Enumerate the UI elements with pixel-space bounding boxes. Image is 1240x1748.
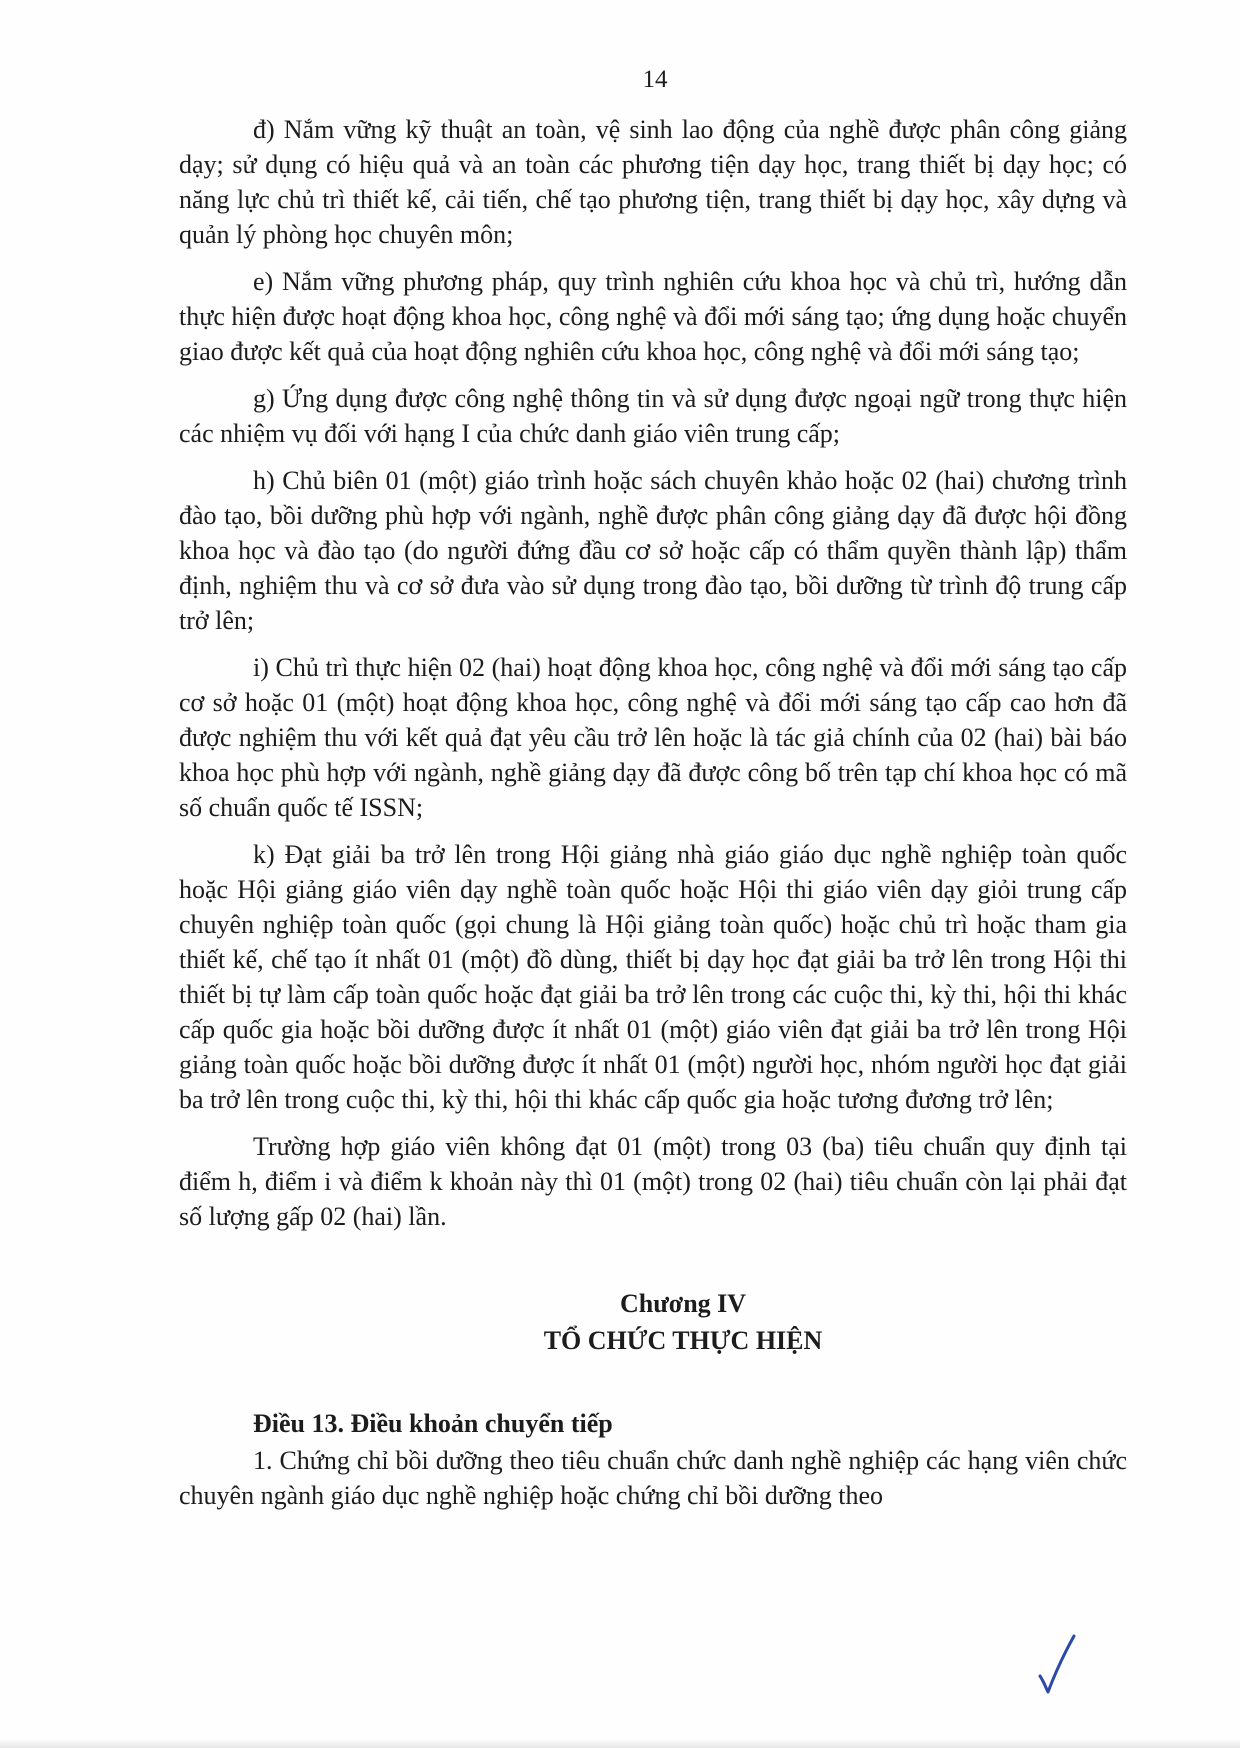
page-bottom-edge [0,1738,1240,1748]
document-body [179,112,1127,1513]
paragraph-e: e) Nắm vững phương pháp, quy trình nghiên cứu khoa học và chủ trì, hướng dẫn thực hiện được hoạt động khoa học, công nghệ và đổi mới sáng tạo; ứng dụng hoặc chuyển giao được kết quả của hoạt động nghiên cứu khoa học, công nghệ và đổi mới sáng tạo; [179,267,1127,366]
article-heading: Điều 13. Điều khoản chuyển tiếp [253,1409,613,1438]
paragraph-i: i) Chủ trì thực hiện 02 (hai) hoạt động khoa học, công nghệ và đổi mới sáng tạo cấp cơ sở hoặc 01 (một) hoạt động khoa học, công nghệ và đổi mới sáng tạo cấp cao hơn đã được nghiệm thu với kết quả đạt yêu cầu trở lên hoặc là tác giả chính của 02 (hai) bài báo khoa học phù hợp với ngành, nghề giảng dạy đã được công bố trên tạp chí khoa học có mã số chuẩn quốc tế ISSN; [179,653,1127,822]
page-number: 14 [642,66,668,93]
checkmark-icon [1036,1632,1076,1696]
paragraph-exception: Trường hợp giáo viên không đạt 01 (một) trong 03 (ba) tiêu chuẩn quy định tại điểm h, điểm i và điểm k khoản này thì 01 (một) trong 02 (hai) tiêu chuẩn còn lại phải đạt số lượng gấp 02 (hai) lần. [179,1132,1127,1231]
paragraph-g: g) Ứng dụng được công nghệ thông tin và sử dụng được ngoại ngữ trong thực hiện các nhiệm vụ đối với hạng I của chức danh giáo viên trung cấp; [179,384,1127,448]
chapter-heading [179,1286,1127,1360]
paragraph-h: h) Chủ biên 01 (một) giáo trình hoặc sách chuyên khảo hoặc 02 (hai) chương trình đào tạo, bồi dưỡng phù hợp với ngành, nghề được phân công giảng dạy đã được hội đồng khoa học và đào tạo (do người đứng đầu cơ sở hoặc cấp có thẩm quyền thành lập) thẩm định, nghiệm thu và cơ sở đưa vào sử dụng trong đào tạo, bồi dưỡng từ trình độ trung cấp trở lên; [179,466,1127,635]
article-paragraph-1: 1. Chứng chỉ bồi dưỡng theo tiêu chuẩn chức danh nghề nghiệp các hạng viên chức chuyên ngành giáo dục nghề nghiệp hoặc chứng chỉ bồi dưỡng theo [179,1446,1127,1510]
paragraph-d: đ) Nắm vững kỹ thuật an toàn, vệ sinh lao động của nghề được phân công giảng dạy; sử dụng có hiệu quả và an toàn các phương tiện dạy học, trang thiết bị dạy học; có năng lực chủ trì thiết kế, cải tiến, chế tạo phương tiện, trang thiết bị dạy học, xây dựng và quản lý phòng học chuyên môn; [179,115,1127,249]
paragraph-k: k) Đạt giải ba trở lên trong Hội giảng nhà giáo giáo dục nghề nghiệp toàn quốc hoặc Hội giảng giáo viên dạy nghề toàn quốc hoặc Hội thi giáo viên dạy giỏi trung cấp chuyên nghiệp toàn quốc (gọi chung là Hội giảng toàn quốc) hoặc chủ trì hoặc tham gia thiết kế, chế tạo ít nhất 01 (một) đồ dùng, thiết bị dạy học đạt giải ba trở lên trong Hội thi thiết bị tự làm cấp toàn quốc hoặc đạt giải ba trở lên trong các cuộc thi, kỳ thi, hội thi khác cấp quốc gia hoặc bồi dưỡng được ít nhất 01 (một) giáo viên đạt giải ba trở lên trong Hội giảng toàn quốc hoặc bồi dưỡng được ít nhất 01 (một) người học, nhóm người học đạt giải ba trở lên trong cuộc thi, kỳ thi, hội thi khác cấp quốc gia hoặc tương đương trở lên; [179,840,1127,1114]
chapter-title: TỔ CHỨC THỰC HIỆN [543,1326,823,1355]
chapter-label: Chương IV [619,1289,747,1318]
